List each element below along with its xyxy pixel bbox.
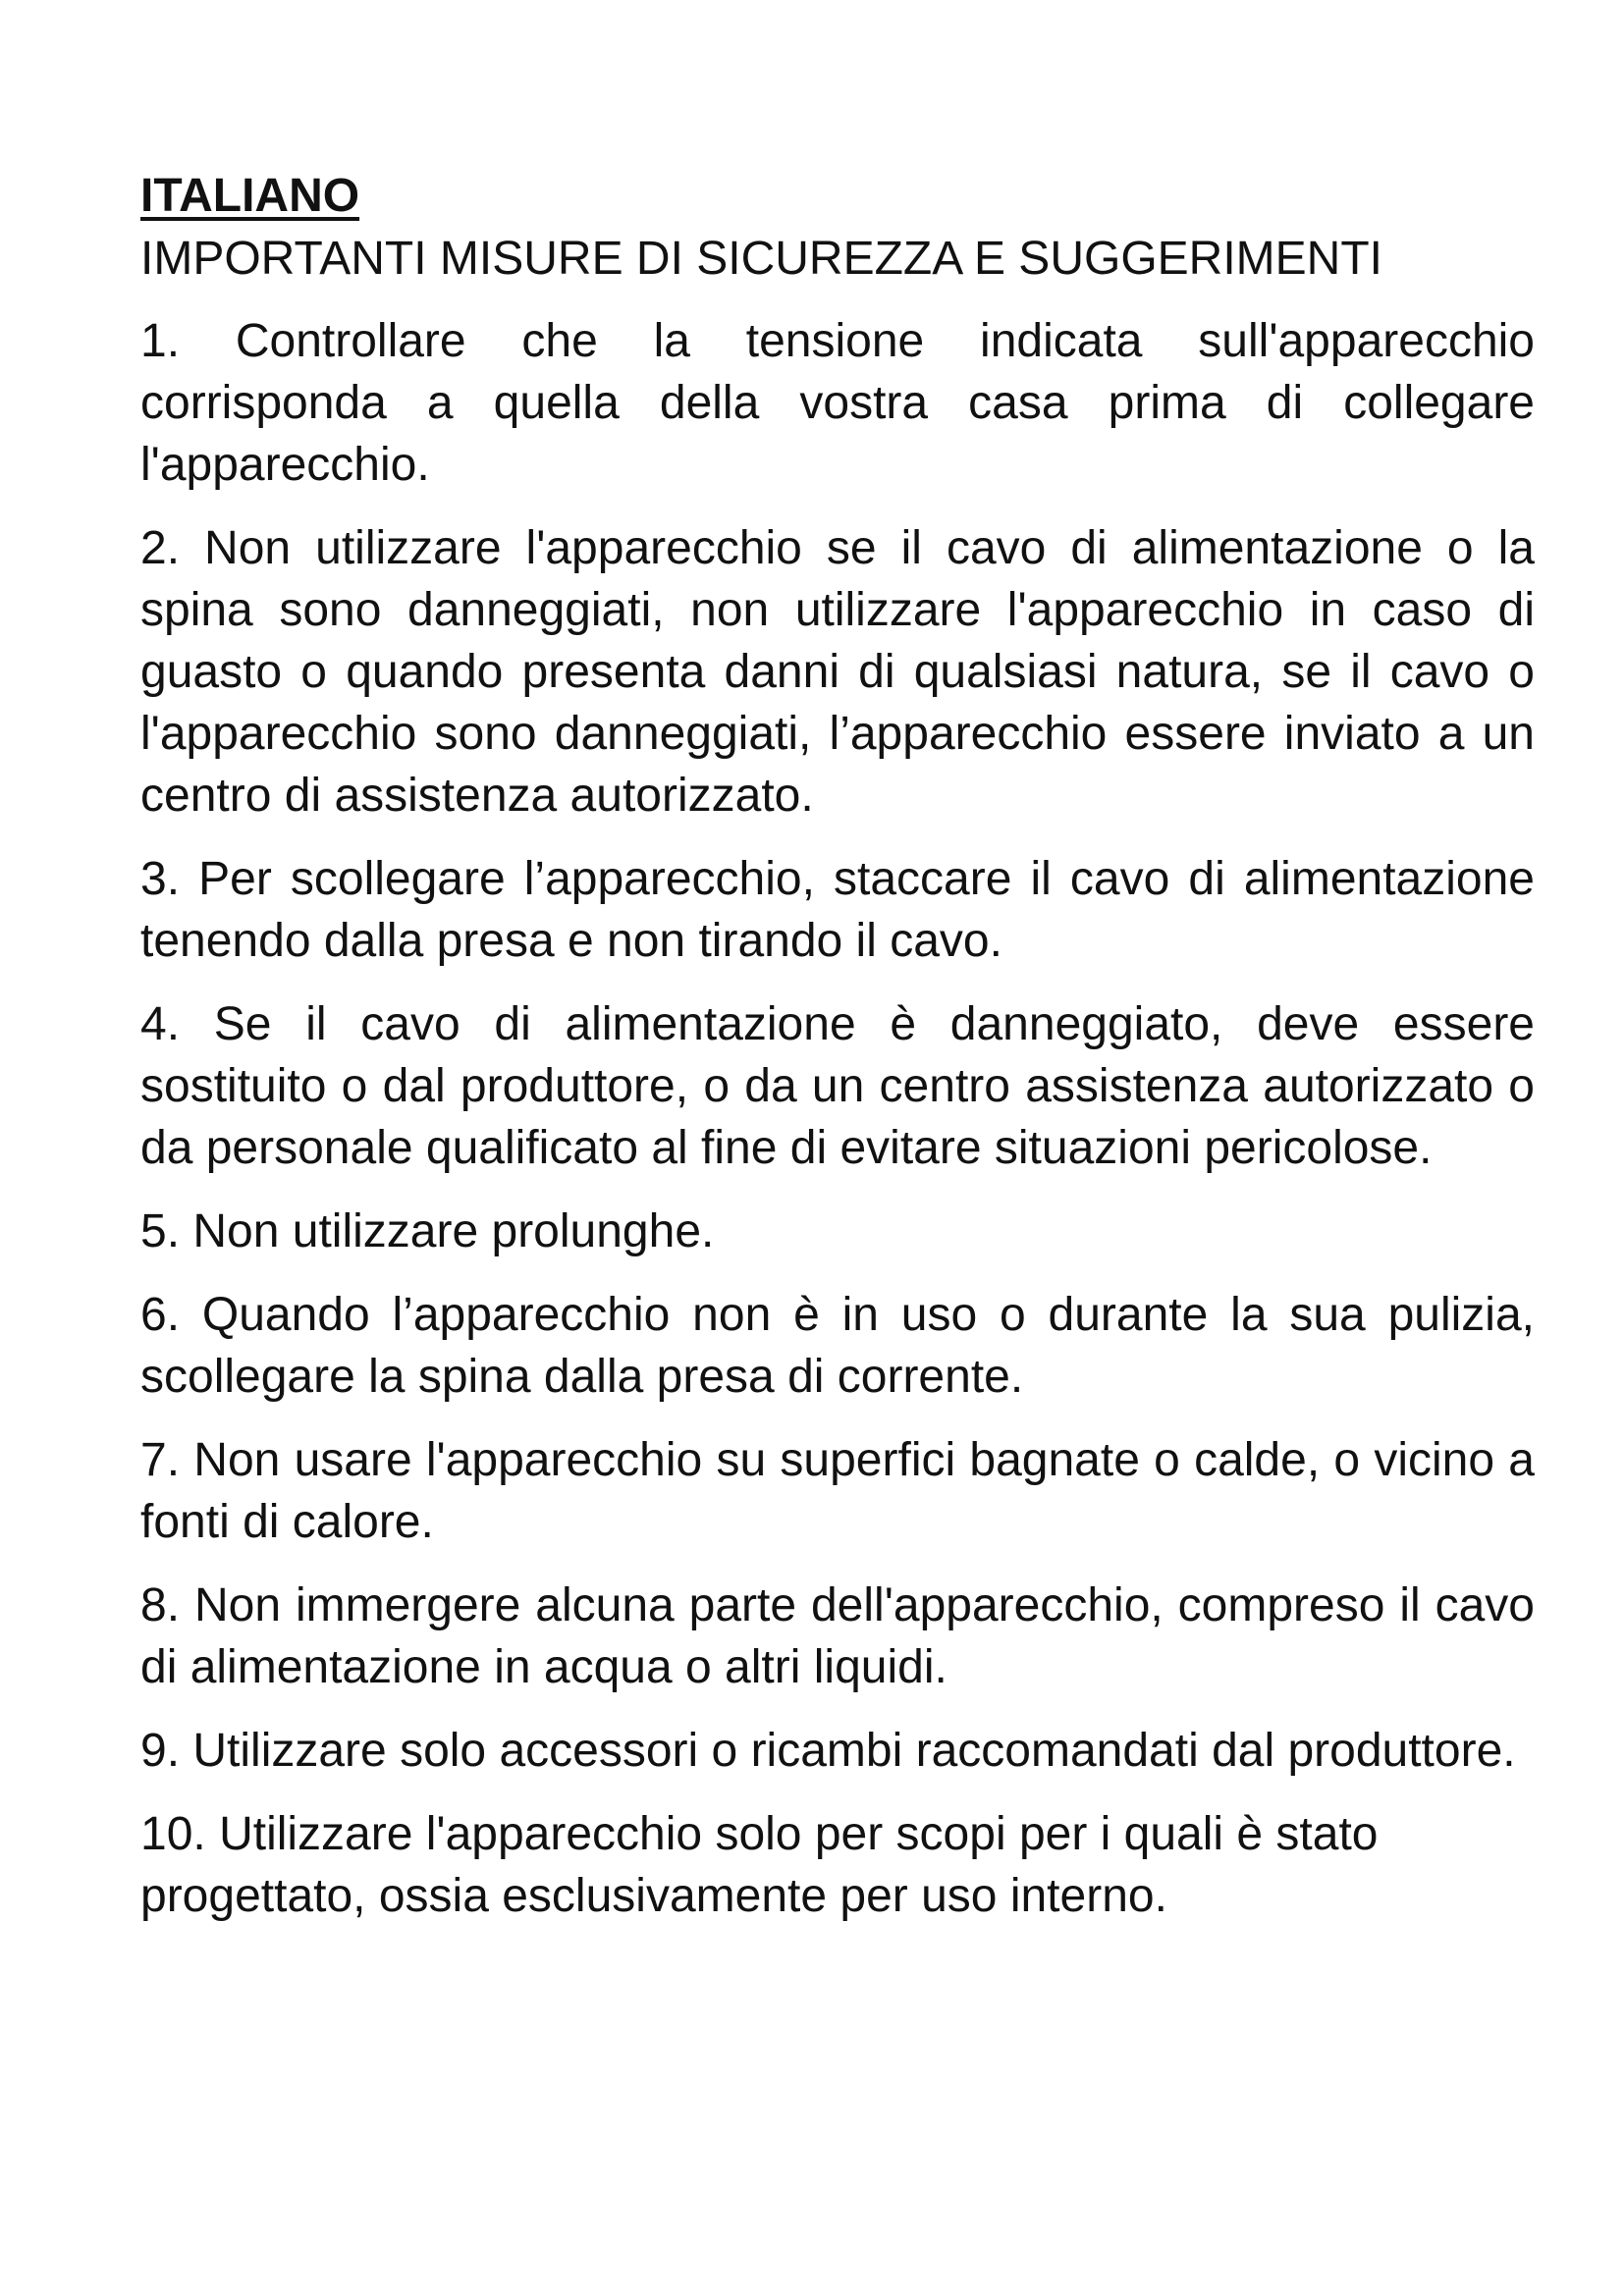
safety-item-7: 7. Non usare l'apparecchio su superfici bagnate o calde, o vicino a fonti di calore. (140, 1434, 1535, 1548)
safety-item-3: 3. Per scollegare l’apparecchio, staccare il cavo di alimentazione tenendo dalla presa e non tirando il cavo. (140, 853, 1535, 967)
safety-item-9: 9. Utilizzare solo accessori o ricambi raccomandati dal produttore. (140, 1725, 1516, 1777)
safety-item-2: 2. Non utilizzare l'apparecchio se il cavo di alimentazione o la spina sono danneggiati, non utilizzare l'apparecchio in caso di guasto o quando presenta danni di qualsiasi natura, se il cavo o l'apparecchio sono danneggiati, l’apparecchio essere inviato a un centro di assistenza autorizzato. (140, 522, 1535, 822)
safety-item-4: 4. Se il cavo di alimentazione è danneggiato, deve essere sostituito o dal produttore, o da un centro assistenza autorizzato o da personale qualificato al fine di evitare situazioni pericolose. (140, 998, 1535, 1174)
language-heading: ITALIANO (140, 170, 360, 222)
document-page (140, 165, 1535, 1949)
safety-item-8: 8. Non immergere alcuna parte dell'apparecchio, compreso il cavo di alimentazione in acqua o altri liquidi. (140, 1579, 1535, 1693)
safety-item-5: 5. Non utilizzare prolunghe. (140, 1205, 715, 1257)
page-title: IMPORTANTI MISURE DI SICUREZZA E SUGGERIMENTI (140, 233, 1382, 285)
safety-item-6: 6. Quando l’apparecchio non è in uso o durante la sua pulizia, scollegare la spina dalla presa di corrente. (140, 1289, 1535, 1403)
safety-item-10: 10. Utilizzare l'apparecchio solo per scopi per i quali è stato progettato, ossia esclusivamente per uso interno. (140, 1808, 1379, 1922)
safety-item-1: 1. Controllare che la tensione indicata sull'apparecchio corrisponda a quella della vostra casa prima di collegare l'apparecchio. (140, 315, 1535, 491)
